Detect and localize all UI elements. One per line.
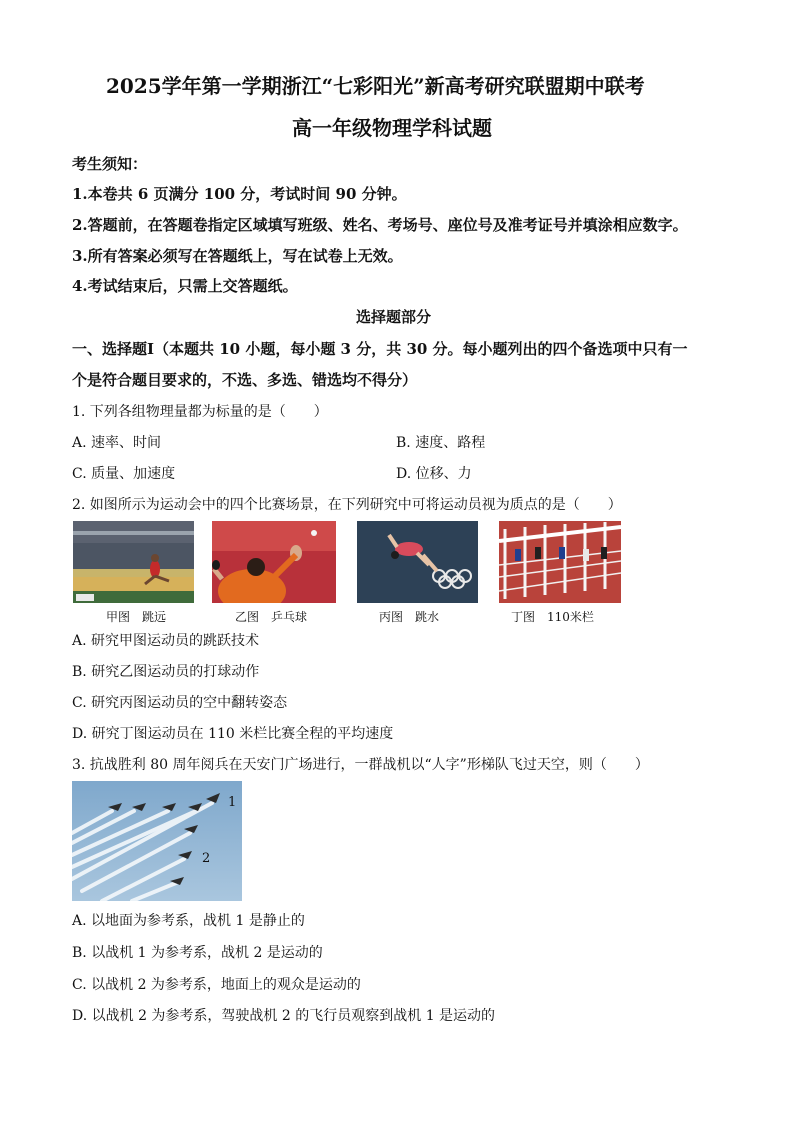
exam-subtitle: 高一年级物理学科试题	[292, 116, 492, 140]
q3-option-d: D. 以战机 2 为参考系，驾驶战机 2 的飞行员观察到战机 1 是运动的	[72, 1008, 496, 1024]
q3-option-c: C. 以战机 2 为参考系，地面上的观众是运动的	[72, 977, 361, 993]
q1-option-c: C. 质量、加速度	[72, 466, 176, 482]
notice-item: 2.答题前，在答题卷指定区域填写班级、姓名、考场号、座位号及准考证号并填涂相应数字。	[72, 216, 688, 234]
q3-option-a: A. 以地面为参考系，战机 1 是静止的	[72, 913, 305, 929]
q2-stem: 2. 如图所示为运动会中的四个比赛场景，在下列研究中可将运动员视为质点的是（ ）	[72, 497, 622, 513]
q1-option-d: D. 位移、力	[396, 466, 472, 482]
q3-stem: 3. 抗战胜利 80 周年阅兵在天安门广场进行，一群战机以“人字”形梯队飞过天空，则（ ）	[72, 757, 649, 773]
section-intro: 一、选择题Ⅰ（本题共 10 小题，每小题 3 分，共 30 分。每小题列出的四个备选项中只有一	[72, 340, 688, 358]
exam-title: 2025学年第一学期浙江“七彩阳光”新高考研究联盟期中联考	[106, 74, 645, 98]
jet-label-1: 1	[228, 795, 237, 810]
q1-option-a: A. 速率、时间	[72, 435, 162, 451]
q1-stem: 1. 下列各组物理量都为标量的是（ ）	[72, 404, 328, 420]
table-tennis-photo	[212, 521, 336, 603]
long-jump-photo	[73, 521, 194, 603]
section-intro-cont: 个是符合题目要求的，不选、多选、错选均不得分）	[72, 371, 418, 389]
jet-label-2: 2	[202, 851, 211, 866]
notice-heading: 考生须知：	[72, 155, 148, 173]
figure-caption-jia: 甲图 跳远	[106, 610, 167, 624]
q2-option-d: D. 研究丁图运动员在 110 米栏比赛全程的平均速度	[72, 726, 394, 742]
q2-option-a: A. 研究甲图运动员的跳跃技术	[72, 633, 260, 649]
figure-caption-ding: 丁图 110米栏	[511, 610, 594, 624]
notice-item: 1.本卷共 6 页满分 100 分，考试时间 90 分钟。	[72, 185, 407, 203]
notice-item: 3.所有答案必须写在答题纸上，写在试卷上无效。	[72, 247, 403, 265]
figure-caption-yi: 乙图 乒乓球	[235, 610, 308, 624]
notice-item: 4.考试结束后，只需上交答题纸。	[72, 277, 298, 295]
hurdles-photo	[499, 521, 621, 603]
diving-photo	[357, 521, 478, 603]
figure-caption-bing: 丙图 跳水	[379, 610, 440, 624]
section-heading: 选择题部分	[356, 308, 432, 326]
q2-option-c: C. 研究丙图运动员的空中翻转姿态	[72, 695, 288, 711]
q1-option-b: B. 速度、路程	[396, 435, 486, 451]
fighter-jets-photo	[72, 781, 242, 901]
q2-option-b: B. 研究乙图运动员的打球动作	[72, 664, 260, 680]
q3-option-b: B. 以战机 1 为参考系，战机 2 是运动的	[72, 945, 323, 961]
